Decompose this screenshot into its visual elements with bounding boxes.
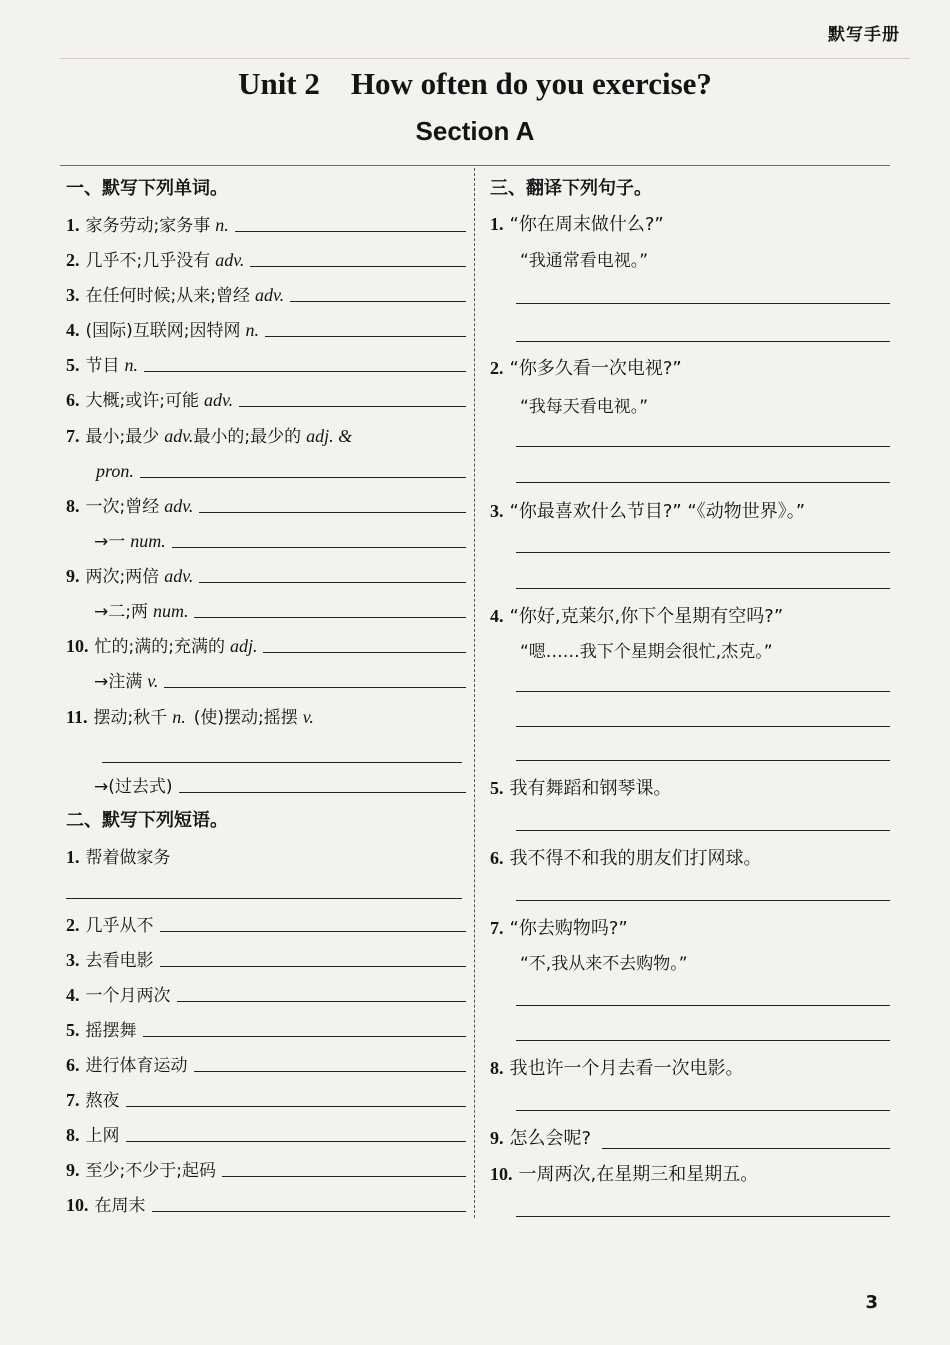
item-prompt: →注满	[94, 672, 143, 692]
word-item	[66, 487, 466, 517]
item-number: 9.	[66, 1160, 80, 1180]
phrase-item	[66, 906, 466, 936]
header-divider	[60, 58, 910, 59]
column-divider	[474, 168, 475, 1218]
item-number: 1.	[490, 214, 504, 234]
item-prompt: 一周两次,在星期三和星期五。	[518, 1164, 759, 1185]
answer-line[interactable]	[194, 617, 466, 618]
item-prompt: →二;两	[94, 602, 148, 622]
item-pos: adv.	[215, 250, 245, 270]
item-number: 2.	[66, 915, 80, 935]
answer-line[interactable]	[222, 1176, 466, 1177]
word-derivative	[66, 767, 466, 797]
item-number: 2.	[66, 250, 80, 270]
item-prompt: 在任何时候;从来;曾经	[85, 286, 250, 306]
answer-line[interactable]	[144, 371, 466, 372]
answer-line[interactable]	[265, 336, 466, 337]
word-item	[66, 206, 466, 236]
item-pos: pron.	[96, 461, 134, 481]
answer-line[interactable]	[239, 406, 466, 407]
phrase-item	[66, 1046, 466, 1076]
item-prompt: 摆动;秋千	[93, 708, 168, 728]
item-prompt: 一次;曾经	[85, 497, 160, 517]
item-number: 6.	[490, 848, 504, 868]
part1-heading: 一、默写下列单词。	[66, 178, 228, 199]
phrase-item	[66, 976, 466, 1006]
answer-line[interactable]	[126, 1106, 467, 1107]
answer-line[interactable]	[516, 446, 890, 447]
item-pos: num.	[152, 601, 189, 621]
item-pos-2: v.	[302, 707, 314, 727]
item-number: 10.	[490, 1164, 513, 1184]
sentence-item	[490, 602, 783, 628]
item-pos: adj.	[229, 636, 258, 656]
answer-line[interactable]	[516, 1040, 890, 1041]
item-prompt-line2: “我通常看电视。”	[520, 251, 649, 271]
item-prompt: “你去购物吗?”	[509, 918, 628, 939]
answer-line[interactable]	[199, 512, 466, 513]
answer-line[interactable]	[516, 1216, 890, 1217]
answer-line[interactable]	[516, 588, 890, 589]
item-prompt: 进行体育运动	[85, 1056, 188, 1076]
sentence-item	[490, 210, 664, 236]
answer-line[interactable]	[152, 1211, 467, 1212]
manual-label: 默写手册	[828, 25, 900, 45]
item-number: 3.	[66, 950, 80, 970]
item-number: 8.	[490, 1058, 504, 1078]
word-item	[66, 627, 466, 657]
item-number: 8.	[66, 1125, 80, 1145]
item-prompt: “你在周末做什么?”	[509, 214, 664, 235]
answer-line[interactable]	[160, 966, 467, 967]
answer-line[interactable]	[66, 898, 462, 899]
word-derivative	[66, 662, 466, 692]
item-pos: n.	[172, 707, 186, 727]
answer-line[interactable]	[516, 691, 890, 692]
answer-line[interactable]	[516, 482, 890, 483]
item-pos: adv.	[164, 426, 194, 446]
answer-line[interactable]	[172, 547, 466, 548]
item-prompt-line2: “嗯……我下个星期会很忙,杰克。”	[520, 642, 773, 662]
word-item	[66, 417, 466, 447]
phrase-item	[66, 1151, 466, 1181]
part3-heading: 三、翻译下列句子。	[490, 178, 652, 199]
item-number: 4.	[66, 985, 80, 1005]
item-prompt: 怎么会呢?	[509, 1128, 592, 1149]
answer-line[interactable]	[516, 303, 890, 304]
item-prompt: 摇摆舞	[85, 1021, 137, 1041]
item-prompt: “你最喜欢什么节目?” “《动物世界》。”	[509, 501, 806, 522]
item-prompt-line2: “不,我从来不去购物。”	[520, 954, 688, 974]
item-pos: adv.	[164, 566, 194, 586]
phrase-item	[66, 1186, 466, 1216]
top-divider	[60, 165, 890, 166]
item-number: 8.	[66, 496, 80, 516]
item-number: 5.	[490, 778, 504, 798]
word-item	[66, 381, 466, 411]
item-prompt: 几乎不;几乎没有	[85, 251, 211, 271]
item-prompt: 几乎从不	[85, 916, 154, 936]
answer-line[interactable]	[516, 1005, 890, 1006]
answer-line[interactable]	[602, 1148, 890, 1149]
answer-line[interactable]	[290, 301, 466, 302]
answer-line[interactable]	[143, 1036, 467, 1037]
item-number: 9.	[490, 1128, 504, 1148]
sentence-item	[490, 497, 805, 523]
item-pos: adv.	[203, 390, 234, 410]
item-pos: adv.	[254, 285, 285, 305]
item-number: 3.	[490, 501, 504, 521]
item-number: 7.	[66, 1090, 80, 1110]
answer-line[interactable]	[126, 1141, 467, 1142]
answer-line[interactable]	[516, 900, 890, 901]
item-prompt: 两次;两倍	[85, 567, 160, 587]
item-prompt: 最小;最少	[85, 427, 160, 447]
item-pos: n.	[215, 215, 229, 235]
item-prompt: 我不得不和我的朋友们打网球。	[509, 848, 762, 869]
sentence-item	[490, 1054, 744, 1080]
item-prompt: 家务劳动;家务事	[85, 216, 211, 236]
item-prompt: (国际)互联网;因特网	[85, 321, 241, 341]
item-prompt-2: (使)摆动;摇摆	[193, 708, 298, 728]
answer-line[interactable]	[516, 1110, 890, 1111]
item-number: 9.	[66, 566, 80, 586]
item-prompt: 帮着做家务	[85, 848, 171, 868]
sentence-item	[490, 774, 672, 800]
item-prompt: 一个月两次	[85, 986, 171, 1006]
item-number: 1.	[66, 215, 80, 235]
item-number: 4.	[66, 320, 80, 340]
item-prompt: 忙的;满的;充满的	[94, 637, 225, 657]
answer-line[interactable]	[199, 582, 466, 583]
sentence-item	[490, 914, 628, 940]
sentence-item	[490, 1124, 591, 1150]
item-number: 5.	[66, 355, 80, 375]
phrase-item	[66, 838, 466, 868]
item-prompt: 我也许一个月去看一次电影。	[509, 1058, 744, 1079]
item-prompt-2: 最小的;最少的	[193, 427, 302, 447]
item-pos: v.	[147, 671, 159, 691]
item-number: 1.	[66, 847, 80, 867]
item-number: 11.	[66, 707, 88, 727]
sentence-item	[490, 354, 682, 380]
item-pos: n.	[124, 355, 138, 375]
section-title: Section A	[415, 116, 535, 146]
item-prompt: 我有舞蹈和钢琴课。	[509, 778, 672, 799]
item-prompt: 大概;或许;可能	[85, 391, 199, 411]
item-pos: adv.	[164, 496, 194, 516]
answer-line[interactable]	[263, 652, 466, 653]
item-prompt: 至少;不少于;起码	[85, 1161, 216, 1181]
word-item-continued	[66, 452, 466, 482]
item-prompt-line2: “我每天看电视。”	[520, 397, 649, 417]
answer-line[interactable]	[194, 1071, 467, 1072]
item-prompt: 节目	[85, 356, 120, 376]
word-item	[66, 241, 466, 271]
item-pos: n.	[245, 320, 259, 340]
item-prompt: “你好,克莱尔,你下个星期有空吗?”	[509, 606, 784, 627]
word-item	[66, 311, 466, 341]
answer-line[interactable]	[160, 931, 467, 932]
phrase-item	[66, 1081, 466, 1111]
item-prompt: 上网	[85, 1126, 120, 1146]
item-number: 10.	[66, 636, 89, 656]
unit-title: Unit 2 How often do you exercise?	[238, 66, 712, 101]
answer-line[interactable]	[177, 1001, 467, 1002]
item-prompt: 熬夜	[85, 1091, 120, 1111]
answer-line[interactable]	[516, 760, 890, 761]
word-item	[66, 698, 466, 728]
phrase-item	[66, 1116, 466, 1146]
answer-line[interactable]	[102, 762, 462, 763]
answer-line[interactable]	[235, 231, 466, 232]
answer-line[interactable]	[164, 687, 466, 688]
word-derivative	[66, 592, 466, 622]
item-prompt: “你多久看一次电视?”	[509, 358, 682, 379]
item-number: 4.	[490, 606, 504, 626]
answer-line[interactable]	[140, 477, 466, 478]
part2-heading: 二、默写下列短语。	[66, 810, 228, 831]
answer-line[interactable]	[516, 341, 890, 342]
item-number: 2.	[490, 358, 504, 378]
item-number: 5.	[66, 1020, 80, 1040]
item-number: 7.	[66, 426, 80, 446]
answer-line[interactable]	[516, 552, 890, 553]
sentence-item	[490, 1160, 758, 1186]
item-number: 6.	[66, 390, 80, 410]
word-item	[66, 276, 466, 306]
item-pos: num.	[130, 531, 166, 551]
item-number: 10.	[66, 1195, 89, 1215]
page-number: 3	[865, 1292, 878, 1313]
answer-line[interactable]	[516, 726, 890, 727]
word-item	[66, 557, 466, 587]
answer-line[interactable]	[516, 830, 890, 831]
item-prompt: 去看电影	[85, 951, 154, 971]
phrase-item	[66, 1011, 466, 1041]
answer-line[interactable]	[250, 266, 466, 267]
item-number: 6.	[66, 1055, 80, 1075]
item-number: 7.	[490, 918, 504, 938]
word-derivative	[66, 522, 466, 552]
item-prompt: 在周末	[94, 1196, 146, 1216]
item-pos-2: adj. &	[306, 426, 353, 446]
item-prompt: →一	[94, 532, 126, 552]
item-number: 3.	[66, 285, 80, 305]
answer-line[interactable]	[179, 792, 466, 793]
word-item	[66, 346, 466, 376]
sentence-item	[490, 844, 762, 870]
item-prompt: →(过去式)	[94, 777, 173, 797]
phrase-item	[66, 941, 466, 971]
